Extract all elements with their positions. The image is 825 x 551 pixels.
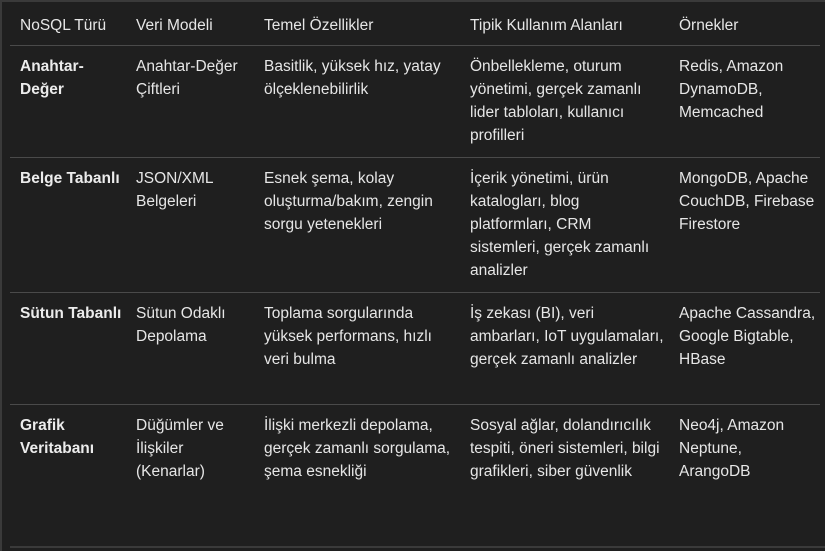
cell-model: Düğümler ve İlişkiler (Kenarlar) xyxy=(126,405,254,517)
nosql-comparison-table xyxy=(10,8,820,517)
cell-model: Anahtar-Değer Çiftleri xyxy=(136,58,238,98)
cell-uses: Sosyal ağlar, dolandırıcılık tespiti, öneri sistemleri, bilgi grafikleri, siber güvenlik xyxy=(460,405,669,517)
table-body xyxy=(10,46,820,517)
cell-features: İlişki merkezli depolama, gerçek zamanlı sorgulama, şema esnekliği xyxy=(254,405,460,517)
cell-type: Sütun Tabanlı xyxy=(10,293,126,405)
cell-uses: Önbellekleme, oturum yönetimi, gerçek zamanlı lider tabloları, kullanıcı profilleri xyxy=(470,58,642,144)
cell-features: Esnek şema, kolay oluşturma/bakım, zengin sorgu yetenekleri xyxy=(254,158,460,293)
cell-type: Grafik Veritabanı xyxy=(10,405,126,517)
table-row xyxy=(10,405,820,517)
cell-model: Sütun Odaklı Depolama xyxy=(126,293,254,405)
cell-type: Anahtar-Değer xyxy=(20,58,84,98)
table-row xyxy=(10,158,820,293)
table-row xyxy=(10,293,820,405)
table-header xyxy=(10,8,820,46)
cell-uses: İş zekası (BI), veri ambarları, IoT uygulamaları, gerçek zamanlı analizler xyxy=(460,293,669,405)
cell-examples: MongoDB, Apache CouchDB, Firebase Firestore xyxy=(669,158,820,293)
cell-features: Toplama sorgularında yüksek performans, hızlı veri bulma xyxy=(254,293,460,405)
cell-type: Belge Tabanlı xyxy=(10,158,126,293)
cell-examples: Neo4j, Amazon Neptune, ArangoDB xyxy=(669,405,820,517)
table-row xyxy=(10,46,820,158)
cell-model: JSON/XML Belgeleri xyxy=(126,158,254,293)
cell-examples: Apache Cassandra, Google Bigtable, HBase xyxy=(669,293,820,405)
header-data-model: Veri Modeli xyxy=(126,8,254,46)
bottom-divider xyxy=(10,546,825,548)
header-key-features: Temel Özellikler xyxy=(254,8,460,46)
header-row xyxy=(10,8,820,46)
cell-examples: Redis, Amazon DynamoDB, Memcached xyxy=(679,58,784,121)
header-nosql-type: NoSQL Türü xyxy=(10,8,126,46)
header-examples: Örnekler xyxy=(669,8,820,46)
cell-uses: İçerik yönetimi, ürün katalogları, blog platformları, CRM sistemleri, gerçek zamanlı analizler xyxy=(460,158,669,293)
header-use-cases: Tipik Kullanım Alanları xyxy=(460,8,669,46)
cell-features: Basitlik, yüksek hız, yatay ölçeklenebilirlik xyxy=(264,58,441,98)
